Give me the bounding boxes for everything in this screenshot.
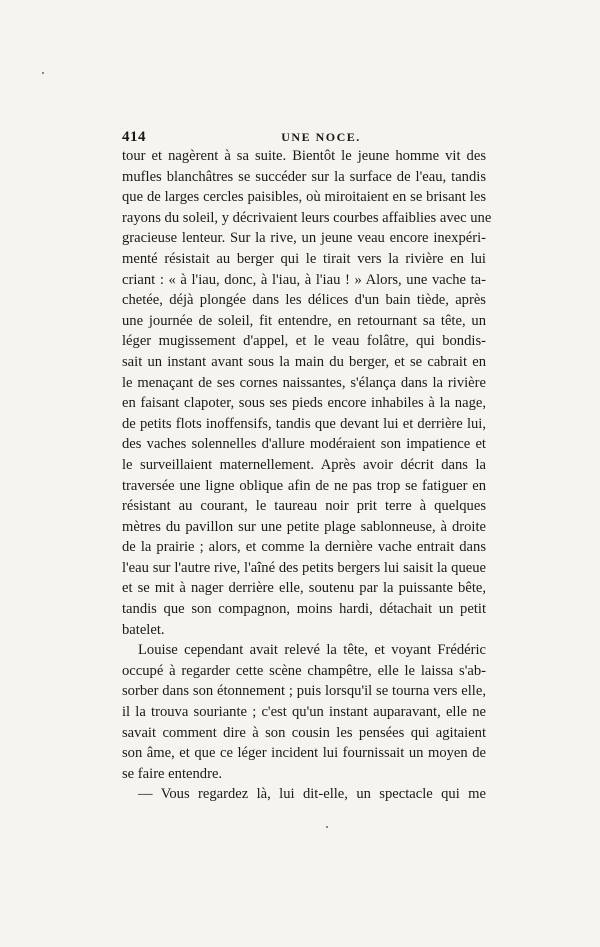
text-line: rayons du soleil, y décrivaient leurs courbes affaiblies avec une	[122, 209, 492, 226]
text-line: de petits flots inoffensifs, tandis que devant lui et derrière lui,	[122, 415, 486, 432]
text-line: tandis que son compagnon, moins hardi, détachait un petit	[122, 601, 486, 618]
text-line: en faisant clapoter, sous ses pieds encore inhabiles à la nage,	[122, 395, 486, 412]
text-line: son âme, et que ce léger incident lui fournissait un moyen de	[122, 745, 486, 762]
text-line: chetée, déjà plongée dans les délices d'un bain tiède, après	[122, 292, 486, 309]
text-line: gracieuse lenteur. Sur la rive, un jeune veau encore inexpéri-	[122, 230, 486, 247]
text-line: tour et nagèrent à sa suite. Bientôt le jeune homme vit des	[122, 148, 486, 164]
text-line: menté résistait au berger qui le tirait vers la rivière en lui	[122, 250, 486, 267]
text-line: et se mit à nager derrière elle, soutenu par la puissante bête,	[122, 580, 486, 597]
text-line: sorber dans son étonnement ; puis lorsqu'il se tourna vers elle,	[122, 683, 486, 700]
body-text	[122, 146, 492, 805]
text-line: traversée une ligne oblique afin de ne pas trop se fatiguer en	[122, 477, 486, 494]
running-title: UNE NOCE.	[281, 130, 361, 144]
text-line: des vaches solennelles d'allure modéraient son impatience et	[122, 436, 486, 453]
text-line: sait un instant avant sous la main du berger, et se cabrait en	[122, 353, 486, 370]
text-line: une journée de soleil, fit entendre, en retournant sa tête, un	[122, 312, 486, 329]
text-line: l'eau sur l'autre rive, l'aîné des petits bergers lui saisit la queue	[122, 559, 486, 576]
text-line: — Vous regardez là, lui dit-elle, un spectacle qui me	[138, 786, 486, 803]
text-line: savait comment dire à son cousin les pensées qui agitaient	[122, 724, 486, 741]
text-line: que de larges cercles paisibles, où miroitaient en se brisant les	[122, 189, 486, 206]
text-line: batelet.	[122, 621, 165, 638]
text-line: le surveillaient maternellement. Après avoir décrit dans la	[122, 456, 486, 473]
text-line: il la trouva souriante ; c'est qu'un instant auparavant, elle ne	[122, 704, 486, 721]
text-line: criant : « à l'iau, donc, à l'iau, à l'iau ! » Alors, une vache ta-	[122, 271, 486, 288]
text-line: le menaçant de ses cornes naissantes, s'élança dans la rivière	[122, 374, 486, 391]
running-head	[122, 129, 486, 147]
text-line: Louise cependant avait relevé la tête, et voyant Frédéric	[138, 642, 486, 659]
text-line: léger mugissement d'appel, et le veau folâtre, qui bondis-	[122, 333, 486, 350]
page-number: 414	[122, 129, 146, 145]
text-line: résistant au courant, le taureau noir prit terre à quelques	[122, 498, 486, 515]
paper-speck	[326, 826, 328, 828]
text-line: occupé à regarder cette scène champêtre, elle le laissa s'ab-	[122, 662, 486, 679]
text-line: mètres du pavillon sur une petite plage sablonneuse, à droite	[122, 518, 486, 535]
text-line: mufles blanchâtres se succéder sur la surface de l'eau, tandis	[122, 168, 486, 185]
text-line: de la prairie ; alors, et comme la dernière vache entrait dans	[122, 539, 486, 556]
paper-speck	[42, 72, 44, 74]
text-line: se faire entendre.	[122, 765, 223, 782]
